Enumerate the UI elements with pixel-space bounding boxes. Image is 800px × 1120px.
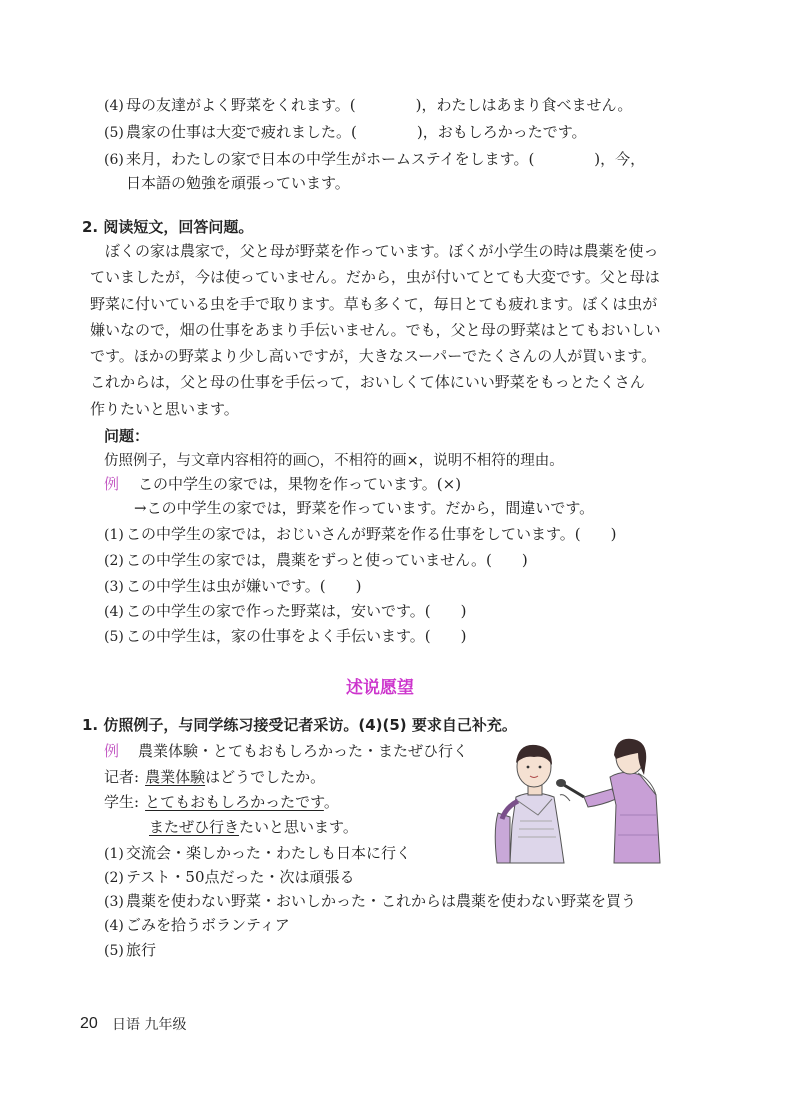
- section-title: 述说愿望: [346, 678, 414, 698]
- student-line-2: [149, 817, 358, 837]
- passage-line: ていましたが，今は使っていません。だから，虫が付いてとても大変です。父と母は: [90, 268, 660, 287]
- example-mark: 例: [104, 475, 120, 493]
- student2-underlined: またぜひ行き: [149, 818, 240, 836]
- example-text: この中学生の家では，果物を作っています。(×): [138, 475, 462, 493]
- wish-item-5: [104, 940, 156, 961]
- item-number: (5): [104, 943, 124, 959]
- exercise-item-6-continued: 日本語の勉強を頑張っています。: [126, 174, 350, 192]
- question-example: [104, 474, 461, 494]
- item-number: (1): [104, 846, 124, 862]
- microphone: [556, 779, 584, 797]
- question-item-5: [104, 626, 467, 647]
- item-number: (5): [104, 125, 124, 141]
- item-number: (5): [104, 629, 124, 645]
- item-text: 母の友達がよく野菜をくれます。( )，わたしはあまり食べません。: [126, 96, 633, 114]
- question-instruction: 仿照例子，与文章内容相符的画○，不相符的画×，说明不相符的理由。: [104, 453, 564, 469]
- reporter-figure: [584, 739, 660, 863]
- example-answer: →この中学生の家では，野菜を作っています。だから，間違いです。: [134, 499, 595, 517]
- item-number: (3): [104, 894, 124, 910]
- section-2-heading: 2. 阅读短文，回答问题。: [82, 218, 254, 236]
- example-mark: 例: [104, 742, 120, 760]
- item-number: (2): [104, 870, 124, 886]
- reporter-rest: はどうでしたか。: [205, 768, 326, 786]
- interview-illustration: [488, 735, 698, 875]
- item-number: (4): [104, 604, 124, 620]
- item-number: (6): [104, 152, 124, 168]
- question-label: 问题：: [104, 427, 150, 445]
- reporter-underlined: 農業体験: [145, 768, 206, 786]
- item-number: (1): [104, 527, 124, 543]
- book-title: 日语 九年级: [112, 1017, 187, 1033]
- passage-line: これからは，父と母の仕事を手伝って，おいしくて体にいい野菜をもっとたくさん: [90, 373, 645, 392]
- item-text: テスト・50点だった・次は頑張る: [126, 868, 355, 886]
- item-number: (4): [104, 98, 124, 114]
- wish-item-3: [104, 891, 636, 912]
- reporter-label: 记者:: [104, 768, 140, 786]
- reading-passage: [90, 238, 700, 422]
- page-number: 20: [80, 1015, 98, 1032]
- item-number: (4): [104, 918, 124, 934]
- wish-heading: 1. 仿照例子，与同学练习接受记者采访。(4)(5) 要求自己补充。: [82, 716, 517, 734]
- exercise-item-6: [104, 149, 645, 170]
- student-line: [104, 792, 339, 812]
- passage-line: です。ほかの野菜より少し高いですが，大きなスーパーでたくさんの人が買います。: [90, 347, 657, 366]
- item-text: ごみを拾うボランティア: [126, 916, 290, 934]
- student-figure: [495, 745, 570, 863]
- student-end: 。: [323, 793, 339, 811]
- wish-item-1: [104, 843, 411, 864]
- item-text: この中学生は虫が嫌いです。( ): [126, 577, 362, 595]
- item-number: (3): [104, 579, 124, 595]
- item-text: この中学生の家で作った野菜は，安いです。( ): [126, 602, 467, 620]
- item-text: この中学生の家では，おじいさんが野菜を作る仕事をしています。( ): [126, 525, 617, 543]
- item-text: この中学生の家では，農薬をずっと使っていません。( ): [126, 551, 528, 569]
- wish-item-2: [104, 867, 355, 888]
- wish-item-4: [104, 915, 290, 936]
- exercise-item-5: [104, 122, 587, 143]
- item-text: 交流会・楽しかった・わたしも日本に行く: [126, 844, 412, 862]
- passage-line: ぼくの家は農家で，父と母が野菜を作っています。ぼくが小学生の時は農薬を使っ: [90, 242, 659, 260]
- wish-example: [104, 741, 468, 761]
- item-text: 旅行: [126, 941, 157, 959]
- passage-line: 嫌いなので，畑の仕事をあまり手伝いません。でも，父と母の野菜はとてもおいしい: [90, 320, 661, 339]
- exercise-item-4: [104, 95, 632, 116]
- item-text: 来月，わたしの家で日本の中学生がホームステイをします。( )，今，: [126, 150, 646, 168]
- question-item-3: [104, 576, 362, 597]
- question-item-4: [104, 601, 467, 622]
- item-text: 農薬を使わない野菜・おいしかった・これからは農薬を使わない野菜を買う: [126, 892, 637, 910]
- student2-rest: たいと思います。: [239, 818, 358, 836]
- passage-line: 野菜に付いている虫を手で取ります。草も多くて，毎日とても疲れます。ぼくは虫が: [90, 294, 658, 313]
- example-text: 農業体験・とてもおもしろかった・またぜひ行く: [138, 742, 469, 760]
- item-text: 農家の仕事は大変で疲れました。( )，おもしろかったです。: [126, 123, 587, 141]
- item-text: この中学生は，家の仕事をよく手伝います。( ): [126, 627, 467, 645]
- student-underlined: とてもおもしろかったです: [145, 793, 324, 811]
- question-item-1: [104, 524, 617, 545]
- item-number: (2): [104, 553, 124, 569]
- reporter-line: [104, 767, 325, 787]
- student-label: 学生:: [104, 793, 140, 811]
- question-item-2: [104, 550, 528, 571]
- passage-line: 作りたいと思います。: [90, 399, 239, 418]
